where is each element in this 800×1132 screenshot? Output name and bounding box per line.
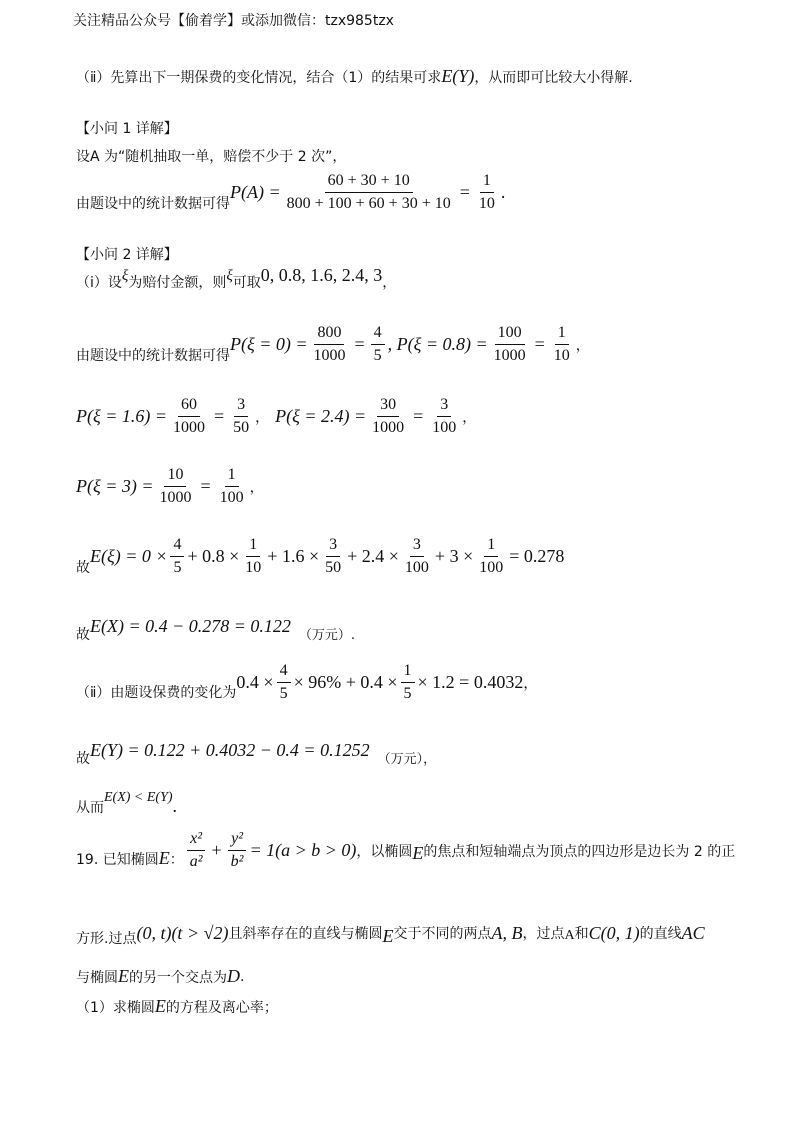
page-header: 关注精品公众号【偷着学】或添加微信：tzx985tzx <box>73 13 394 29</box>
hint-line-ii: （ⅱ）先算出下一期保费的变化情况，结合（1）的结果可求 E(Y) ，从而即可比较大小得解. <box>76 66 633 86</box>
expectation-xi-line: 故 E(ξ) = 0 × $\frac{4}{5}$ + 0.8 × $\frac{1}{10}$ + 1.6 × $\frac{3}{50}$ + 2.4 × $\frac{3}{100}$ + 3 × $\frac{1}{100}$ = 0.278 <box>76 536 565 576</box>
problem-19-part-1: （1）求椭圆 E 的方程及离心率； <box>76 996 278 1016</box>
expectation-y-line: 故 E(Y) = 0.122 + 0.4032 − 0.4 = 0.1252 （万元）， <box>76 739 437 767</box>
conclusion-line: 从而 E(X) < E(Y) . <box>76 789 178 816</box>
fraction: $\frac{1}{10}$ <box>478 172 495 212</box>
probabilities-line-1: 由题设中的统计数据可得 P(ξ = 0) = $\frac{800}{1000}$ = $\frac{4}{5}$ , P(ξ = 0.8) = $\frac{100}{1000}$ = $\frac{1}{10}$ ， <box>76 324 590 364</box>
xi-values-line: （ⅰ）设 ξ 为赔付金额，则 ξ 可取 0, 0.8, 1.6, 2.4, 3 ， <box>76 264 397 291</box>
fraction: $\frac{60 + 30 + 10}{800 + 100 + 60 + 30 + 10}$ <box>286 172 451 212</box>
section-heading-1: 【小问 1 详解】 <box>76 121 178 137</box>
section-heading-2: 【小问 2 详解】 <box>76 247 178 263</box>
probabilities-line-2: P(ξ = 1.6) = $\frac{60}{1000}$ = $\frac{3}{50}$ ， P(ξ = 2.4) = $\frac{30}{1000}$ = $\frac{3}{100}$ ， <box>76 396 477 436</box>
expectation-x-line: 故 E(X) = 0.4 − 0.278 = 0.122 （万元）. <box>76 615 356 643</box>
expectation-y: E(Y) <box>441 66 475 86</box>
premium-change-line: （ⅱ）由题设保费的变化为 0.4 × $\frac{4}{5}$ × 96% + 0.4 × $\frac{1}{5}$ × 1.2 = 0.4032 ， <box>76 662 538 702</box>
problem-19-line-2: 方形.过点 (0, t)(t > √2) 且斜率存在的直线与椭圆 E 交于不同的两点 A, B ，过点 A 和 C(0, 1) 的直线 AC <box>76 922 705 947</box>
probabilities-line-3: P(ξ = 3) = $\frac{10}{1000}$ = $\frac{1}{100}$ ， <box>76 466 264 506</box>
problem-19-line-1: 19. 已知椭圆 E ： $\frac{\text{x²}}{\text{a²}}$ + $\frac{\text{y²}}{\text{b²}}$ = 1(a > b > 0) ，以椭圆 E 的焦点和短轴端点为顶点的四边形是边长为 2 的正 <box>76 830 736 870</box>
event-definition: 设A 为“随机抽取一单，赔偿不少于 2 次”， <box>76 149 347 165</box>
problem-19-line-3: 与椭圆 E 的另一个交点为 D . <box>76 966 245 986</box>
probability-a-line: 由题设中的统计数据可得 P(A) = $\frac{60 + 30 + 10}{800 + 100 + 60 + 30 + 10}$ = $\frac{1}{10}$ . <box>76 172 506 212</box>
